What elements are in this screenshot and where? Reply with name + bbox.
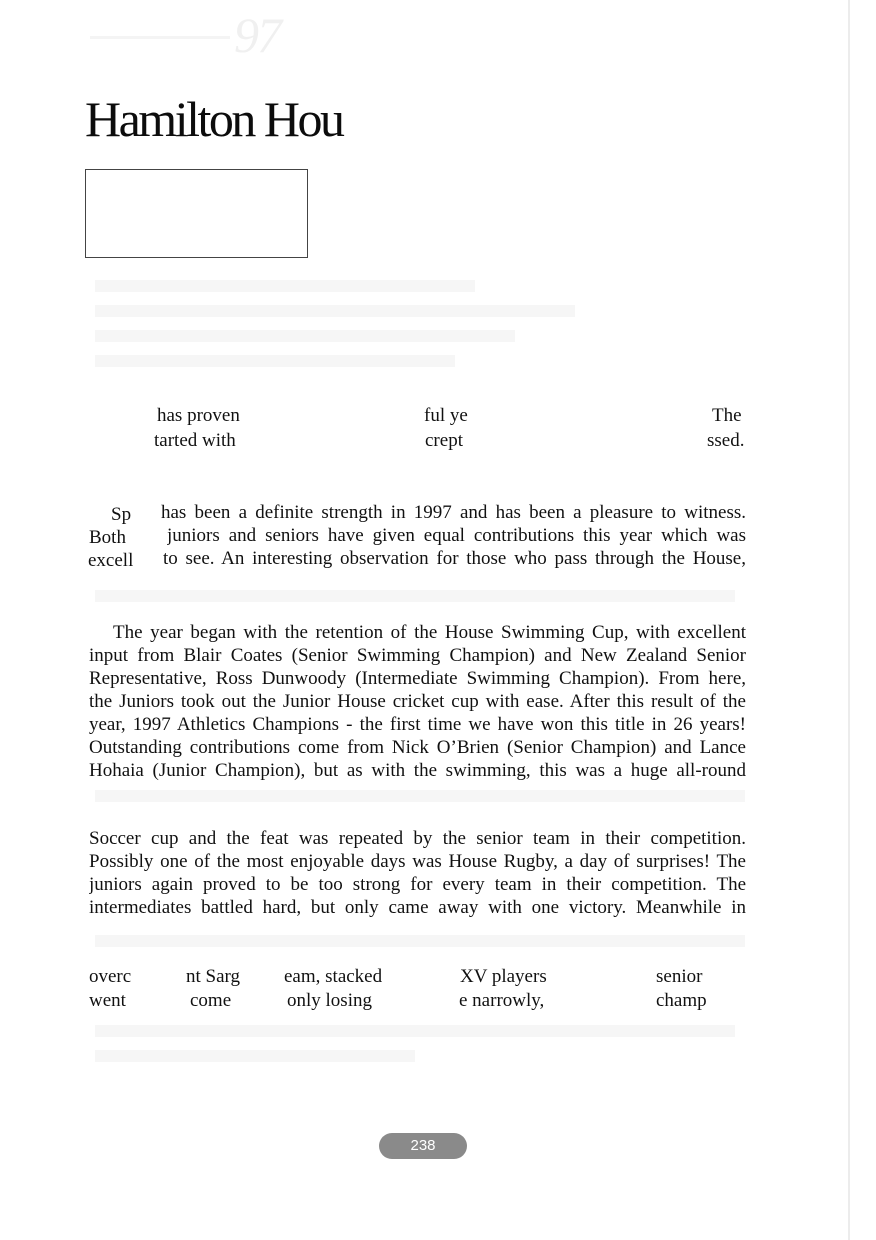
text-fragment: XV players xyxy=(460,966,547,987)
page-edge-shadow xyxy=(848,0,850,1240)
text-fragment: champ xyxy=(656,990,707,1011)
paragraph-line: input from Blair Coates (Senior Swimming Champion) and New Zealand Senior xyxy=(89,646,746,666)
paragraph-line: Hohaia (Junior Champion), but as with the swimming, this was a huge all-round xyxy=(89,761,746,781)
faded-text-line xyxy=(95,1050,415,1062)
year-watermark: 97 xyxy=(234,7,280,63)
text-fragment: tarted with xyxy=(154,430,236,451)
faded-text-line xyxy=(95,935,745,947)
faded-text-line xyxy=(95,305,575,317)
faded-text-line xyxy=(95,1025,735,1037)
text-line: to see. An interesting observation for those who pass through the House, xyxy=(163,549,746,569)
text-line: juniors and seniors have given equal contributions this year which was xyxy=(167,526,746,546)
line-start-fragment: Both xyxy=(89,527,126,548)
text-fragment: eam, stacked xyxy=(284,966,383,987)
faded-text-line xyxy=(95,355,455,367)
paragraph-line: The year began with the retention of the House Swimming Cup, with excellent xyxy=(113,623,746,643)
text-fragment: e narrowly, xyxy=(459,990,545,1011)
text-fragment: only losing xyxy=(287,990,372,1011)
page-number-badge: 238 xyxy=(379,1133,467,1159)
paragraph-line: the Juniors took out the Junior House cricket cup with ease. After this result of the xyxy=(89,692,746,712)
paragraph-line: Representative, Ross Dunwoody (Intermediate Swimming Champion). From here, xyxy=(89,669,746,689)
paragraph-line: intermediates battled hard, but only came away with one victory. Meanwhile in xyxy=(89,898,746,918)
faded-text-line xyxy=(95,590,735,602)
text-fragment: ful ye xyxy=(424,405,468,426)
text-fragment: has proven xyxy=(157,405,240,426)
faded-text-line xyxy=(95,330,515,342)
page-title: Hamilton Hou xyxy=(85,91,343,147)
paragraph-line: Possibly one of the most enjoyable days was House Rugby, a day of surprises! The xyxy=(89,852,746,872)
header-rule xyxy=(90,36,230,39)
faded-text-line xyxy=(95,280,475,292)
paragraph-line: year, 1997 Athletics Champions - the first time we have won this title in 26 years! xyxy=(89,715,746,735)
photo-frame xyxy=(85,169,308,258)
line-start-fragment: excell xyxy=(88,550,134,571)
text-fragment: overc xyxy=(89,966,132,987)
faded-text-line xyxy=(95,790,745,802)
text-fragment: come xyxy=(190,990,232,1011)
text-fragment: senior xyxy=(656,966,703,987)
line-start-fragment: Sp xyxy=(111,504,132,525)
text-line: has been a definite strength in 1997 and has been a pleasure to witness. xyxy=(161,503,746,523)
paragraph-line: Outstanding contributions come from Nick O’Brien (Senior Champion) and Lance xyxy=(89,738,746,758)
text-fragment: crept xyxy=(425,430,463,451)
text-fragment: ssed. xyxy=(707,430,745,451)
paragraph-line: juniors again proved to be too strong for every team in their competition. The xyxy=(89,875,746,895)
paragraph-line: Soccer cup and the feat was repeated by the senior team in their competition. xyxy=(89,829,746,849)
text-fragment: nt Sarg xyxy=(186,966,241,987)
text-fragment: The xyxy=(712,405,742,426)
text-fragment: went xyxy=(89,990,126,1011)
